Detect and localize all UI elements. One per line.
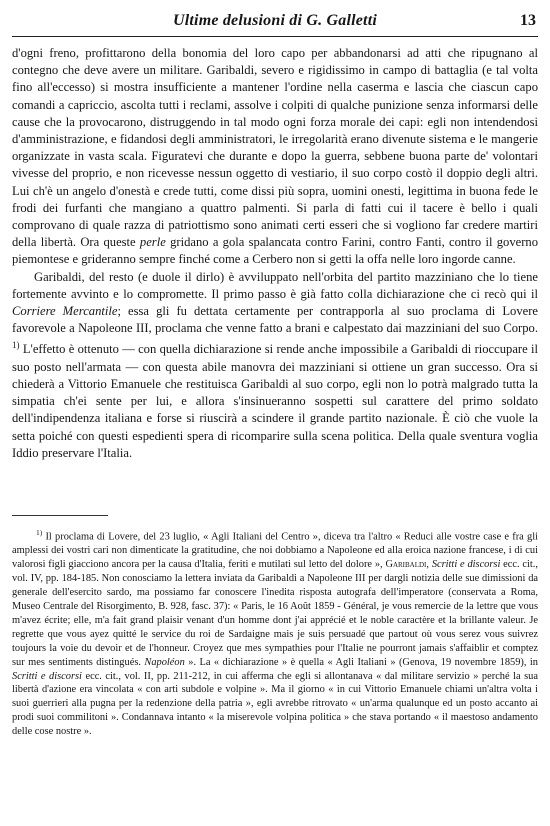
running-title: Ultime delusioni di G. Galletti [173,12,377,29]
header-rule [12,36,538,37]
text-span: ». La « dichiarazione » è quella « Agli Italiani » (Genova, 19 novembre 1859), in [184,656,538,668]
page-number: 13 [520,12,536,29]
footnote-marker: 1) [12,340,20,351]
smallcaps-span: Garibaldi [385,559,427,571]
italic-span: Napoléon [144,656,185,668]
footnote [12,526,538,739]
running-header [12,4,538,36]
italic-span: Scritti e discorsi [12,670,82,682]
footnote-marker: 1) [36,528,43,537]
text-span: Il proclama di Lovere, del 23 luglio, « Agli Italiani del Centro », diceva tra l'altro « Reduci alle vostre case e fra gli amplessi dei vostri cari non dimenticate la gratitudine, che noi dobbiamo a Napoleone ed alla eroica nazione francese, i di cui valorosi figli giacciono ancora per la causa d'Italia, feriti e mutilati sul letto del dolore », [12,531,538,571]
body-paragraph [12,269,538,462]
text-span: d'ogni freno, profittarono della bonomia del loro capo per abbandonarsi ad atti che ripugnano al contegno che deve avere un militare. Garibaldi, severo e rigidissimo in campo di battaglia (e tal volta fino all'eccesso) si mostra insufficiente a mantener l'ordine nella caserma e lascia che ciascun capo comandi a capriccio, ascolta tutti i reclami, assolve i colpiti di qualche punizione senza informarsi delle cause che la provocarono, distruggendo in tal modo ogni forza morale dei capi: egli non intendendosi d'amministrazione, e fidandosi degli amministratori, le irregolarità erano divenute sistema e le mangerie organizzate in vasta scala. Figuratevi che durante e dopo la guerra, sebbene buona parte de' volontari vivesse del proprio, e non ricevesse nessun oggetto di vestiario, il suo corpo costò il doppio degli altri. Lui ch'è un angelo d'onestà e crede tutti, come dissi più sopra, uomini onesti, legittima in buona fede le frodi dei furfanti che mangiano a quattro palmenti. Si parla di fatti cui il tacere è bello i quali comprovano di quale razza di patriottismo sono animati certi esseri che si vogliono far credere martiri della libertà. Ora queste [12,46,538,250]
footnote-rule [12,515,108,516]
text-span: Garibaldi, del resto (e duole il dirlo) è avviluppato nell'orbita del partito mazziniano che lo tiene fortemente avvinto e lo compromette. Il primo passo è già fatto colla dichiarazione che ci recò qui il [12,269,538,301]
text-span: ecc. cit., vol. II, pp. 211-212, in cui afferma che egli si allontanava « dal militare servizio » perché la sua libertà d'azione era vincolata « con arti subdole e volpine ». Ma il giorno « in cui Vittorio Emanuele chiami un'altra volta i suoi guerrieri alla pugna per la redenzione della patria », egli avrebbe ritrovato « un'arma qualunque ed un posto accanto ai prodi suoi commilitoni ». Condannava intanto « la miserevole volpina politica » che stava portando « il maestoso andamento delle cose nostre ». [12,670,538,738]
italic-span: Corriere Mercantile [12,304,118,319]
footnote-paragraph [12,526,538,739]
italic-span: perle [139,235,166,250]
italic-span: Scritti e discorsi [431,559,501,571]
text-span: gridano a gola spalancata contro Farini, contro Fanti, contro il governo piemontese e grideranno sempre finché come a Cerbero non si getti la offa nelle loro ingorde canne. [12,235,538,267]
body-text [12,45,538,462]
text-span: ; essa gli fu dettata certamente per contrapporla al suo proclama di Lovere favorevole a Napoleone III, proclama che venne fatto a brani e calpestato dai mazziniani del suo Corpo. [12,304,538,336]
text-span: L'effetto è ottenuto — con quella dichiarazione si rende anche impossibile a Garibaldi di rioccupare il suo posto nell'armata — con questa abile manovra dei mazziniani si ottiene un gran successo. Ora si chiederà a Vittorio Emanuele che restituisca Garibaldi al suo corpo, egli non lo potrà malgrado tutta la simpatia ch'ei sente per lui, e allora s'insinueranno sospetti sul carattere del primo soldato dell'indipendenza italiana e forse si riuscirà a scindere il grande partito nazionale. È ciò che vuole la setta poiché con questi espedienti spera di ricomparire sulla scena politica. Della quale sventura voglia Iddio preservare l'Italia. [12,342,538,460]
text-span: ecc. cit., vol. IV, pp. 184-185. Non conosciamo la lettera inviata da Garibaldi a Napoleone III per dargli notizia delle sue dimissioni da generale dell'esercito sardo, ma possiamo far conoscere l'inedita risposta autografa dell'imperatore (conservata a Roma, Museo Centrale del Risorgimento, B. 928, fasc. 37): « Paris, le 16 Août 1859 - Général, je vous remercie de la lettre que vous m'avez écrite; elle, m'a fait grand plaisir venant d'un homme dont j'ai apprécié et le noble caractère et la brillante valeur. Je regrette que vous ayez quitté le service du roi de Sardaigne mais je suis persuadé que partout où vous serez vous suivrez toujours la voie du devoir et de l'honneur. Croyez que mes sympathies pour l'Italie ne pourront jamais s'affaiblir et comptez sur mes sentiments distingués. [12,559,538,668]
body-paragraph [12,45,538,269]
text-span: , [426,559,432,571]
